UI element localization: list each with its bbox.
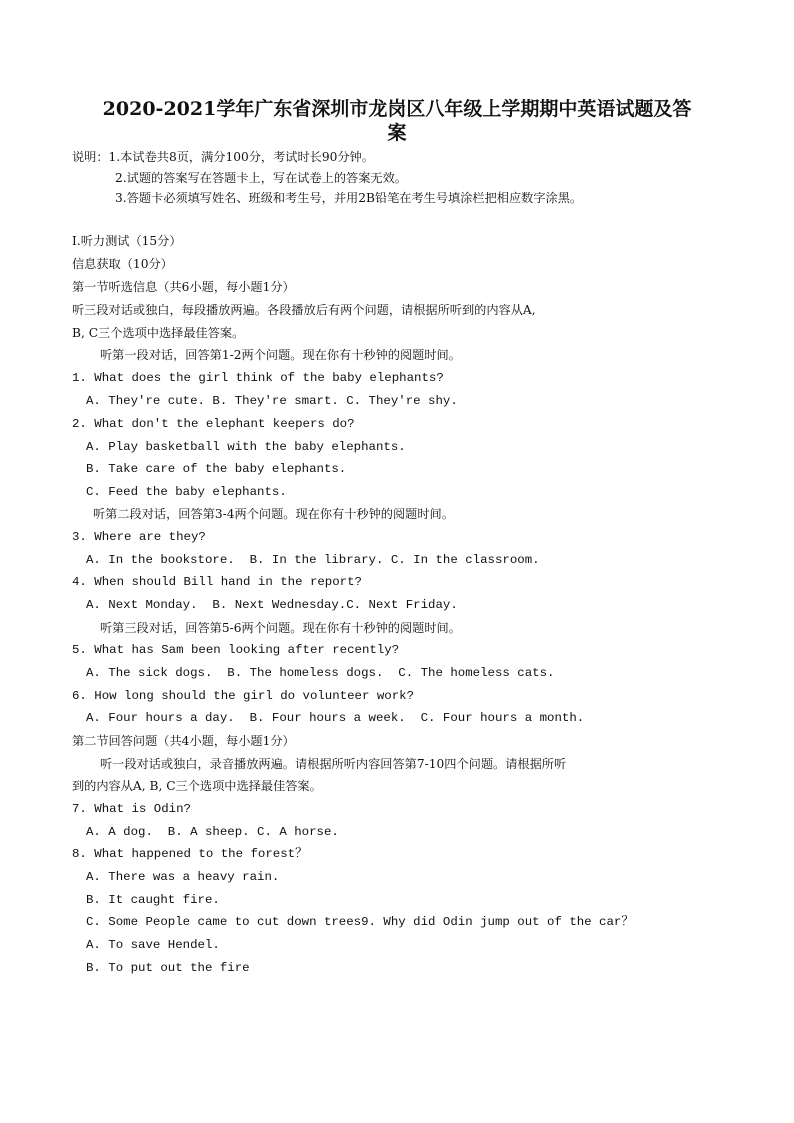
section-heading: I.听力测试（15分） [72, 234, 182, 248]
question-2-option-c: C. Feed the baby elephants. [86, 485, 287, 499]
question-4: 4. When should Bill hand in the report? [72, 575, 362, 589]
question-1: 1. What does the girl think of the baby elephants? [72, 371, 444, 385]
question-2-option-b: B. Take care of the baby elephants. [86, 462, 347, 476]
part2-heading: 第二节回答问题（共4小题，每小题1分） [72, 734, 295, 748]
question-8-option-a: A. There was a heavy rain. [86, 870, 280, 884]
dialog3-note: 听第三段对话，回答第5-6两个问题。现在你有十秒钟的阅题时间。 [100, 621, 461, 635]
part1-heading: 第一节听选信息（共6小题，每小题1分） [72, 280, 295, 294]
question-7: 7. What is Odin? [72, 802, 191, 816]
page-title-continued: 案 [387, 122, 407, 144]
instruction-1: 说明：1.本试卷共8页，满分100分，考试时长90分钟。 [72, 150, 374, 164]
part1-instructions: 听三段对话或独白，每段播放两遍。各段播放后有两个问题，请根据所听到的内容从A, [72, 303, 536, 317]
dialog1-note: 听第一段对话，回答第1-2两个问题。现在你有十秒钟的阅题时间。 [100, 348, 461, 362]
question-2: 2. What don't the elephant keepers do? [72, 417, 355, 431]
question-9-option-a: A. To save Hendel. [86, 938, 220, 952]
question-8: 8. What happened to the forest？ [72, 847, 308, 861]
question-8-option-b: B. It caught fire. [86, 893, 220, 907]
page-title: 2020-2021学年广东省深圳市龙岗区八年级上学期期中英语试题及答 [102, 98, 692, 120]
question-3-options: A. In the bookstore. B. In the library. C. In the classroom. [86, 553, 540, 567]
question-7-options: A. A dog. B. A sheep. C. A horse. [86, 825, 339, 839]
subsection-heading: 信息获取（10分） [72, 257, 173, 271]
question-4-options: A. Next Monday. B. Next Wednesday.C. Next Friday. [86, 598, 458, 612]
question-3: 3. Where are they? [72, 530, 206, 544]
part2-instructions-cont: 到的内容从A, B, C三个选项中选择最佳答案。 [72, 779, 322, 793]
part1-instructions-cont: B, C三个选项中选择最佳答案。 [72, 326, 245, 340]
question-6: 6. How long should the girl do volunteer work? [72, 689, 415, 703]
question-5: 5. What has Sam been looking after recently? [72, 643, 400, 657]
dialog2-note: 听第二段对话，回答第3-4两个问题。现在你有十秒钟的阅题时间。 [93, 507, 454, 521]
question-8-option-c: C. Some People came to cut down trees9. Why did Odin jump out of the car？ [86, 915, 634, 929]
question-9-option-b: B. To put out the fire [86, 961, 250, 975]
part2-instructions: 听一段对话或独白，录音播放两遍。请根据所听内容回答第7-10四个问题。请根据所听 [100, 757, 567, 771]
instruction-2: 2.试题的答案写在答题卡上，写在试卷上的答案无效。 [115, 171, 407, 185]
question-2-option-a: A. Play basketball with the baby elephants. [86, 440, 406, 454]
question-5-options: A. The sick dogs. B. The homeless dogs. C. The homeless cats. [86, 666, 555, 680]
instruction-3: 3.答题卡必须填写姓名、班级和考生号，并用2B铅笔在考生号填涂栏把相应数字涂黑。 [115, 191, 583, 205]
question-1-options: A. They're cute. B. They're smart. C. They're shy. [86, 394, 458, 408]
question-6-options: A. Four hours a day. B. Four hours a week. C. Four hours a month. [86, 711, 585, 725]
